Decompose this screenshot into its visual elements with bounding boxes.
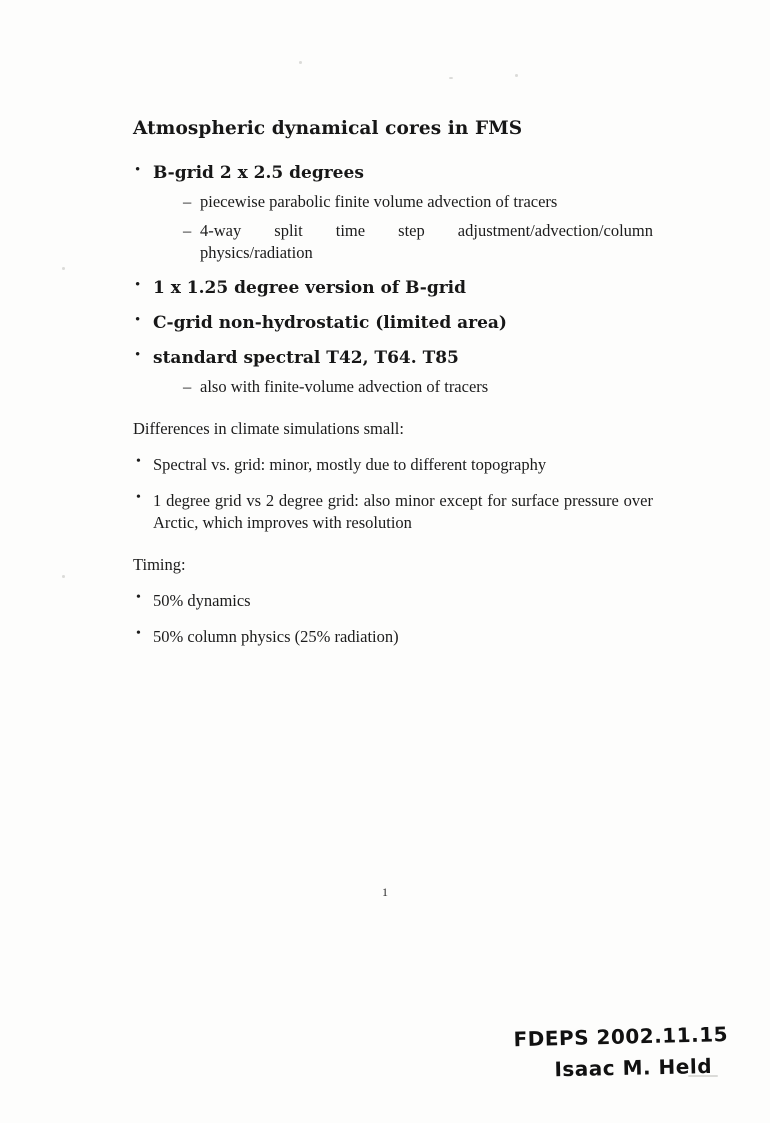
list-item: • 1 degree grid vs 2 degree grid: also minor except for surface pressure over Arctic, which improves with resolution	[133, 490, 653, 535]
differences-list	[133, 454, 653, 534]
list-item: • Spectral vs. grid: minor, mostly due to different topography	[133, 454, 653, 476]
handwritten-signature: Isaac M. Held	[554, 1054, 713, 1082]
timing-intro: Timing:	[133, 555, 186, 575]
list-item: – 4-way split time step adjustment/advection/column physics/radiation	[183, 220, 653, 264]
section-heading: • 1 x 1.25 degree version of B-grid	[153, 277, 467, 298]
handwritten-date: FDEPS 2002.11.15	[513, 1022, 729, 1052]
differences-intro: Differences in climate simulations small:	[133, 419, 404, 439]
list-item: – piecewise parabolic finite volume advection of tracers	[183, 191, 653, 213]
scan-speckle	[299, 61, 302, 64]
sub-list	[153, 191, 653, 263]
document-body	[133, 118, 653, 661]
dynamical-cores-list	[133, 163, 653, 398]
handwritten-annotation	[468, 1022, 729, 1082]
page-title: Atmospheric dynamical cores in FMS	[133, 118, 523, 139]
list-item	[133, 313, 653, 334]
list-item	[133, 348, 653, 398]
page-number: 1	[382, 885, 388, 899]
list-item: • 50% dynamics	[133, 590, 653, 612]
list-item	[133, 163, 653, 264]
timing-list	[133, 590, 653, 648]
list-item: • 50% column physics (25% radiation)	[133, 626, 653, 648]
list-item	[133, 278, 653, 299]
section-heading: • standard spectral T42, T64. T85	[153, 348, 459, 369]
scan-speckle	[62, 267, 65, 270]
scan-speckle	[515, 74, 518, 77]
sub-list	[153, 376, 653, 398]
scan-speckle	[449, 77, 453, 79]
list-item: – also with finite-volume advection of tracers	[183, 376, 653, 398]
section-heading: • B-grid 2 x 2.5 degrees	[153, 163, 364, 183]
scan-speckle	[62, 575, 65, 578]
section-heading: • C-grid non-hydrostatic (limited area)	[153, 312, 507, 333]
